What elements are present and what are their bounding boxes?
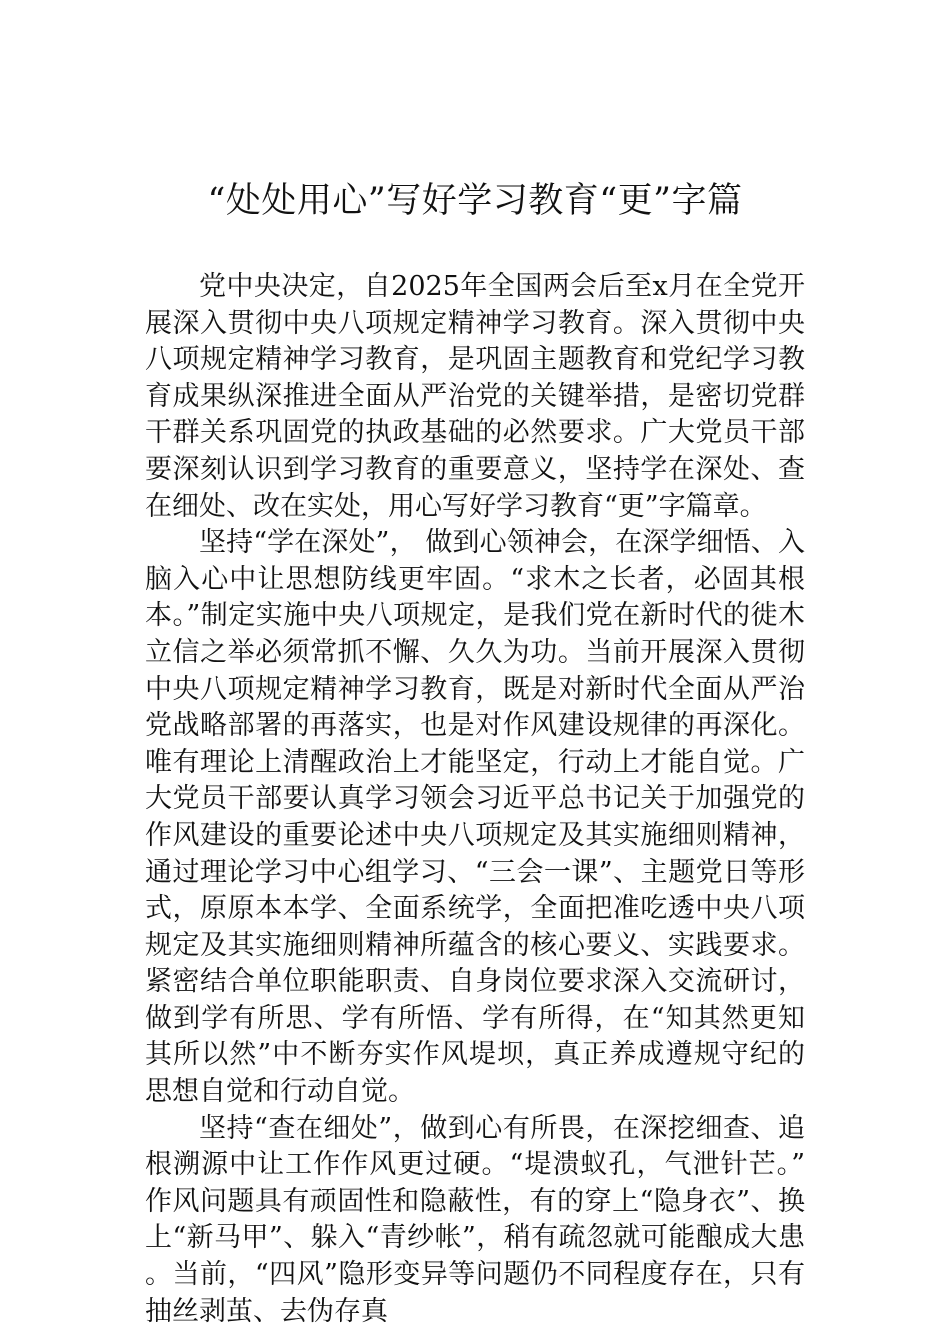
paragraph-3: 坚持“查在细处”，做到心有所畏，在深挖细查、追根溯源中让工作作风更过硬。“堤溃蚁孔，气泄针芒。”作风问题具有顽固性和隐蔽性，有的穿上“隐身衣”、换上“新马甲”、躲入“青纱帐”，稍有疏忽就可能酿成大患。当前，“四风”隐形变异等问题仍不同程度存在，只有抽丝剥茧、去伪存真 xyxy=(145,1112,805,1327)
paragraph-2: 坚持“学在深处”， 做到心领神会，在深学细悟、入脑入心中让思想防线更牢固。“求木之长者，必固其根本。”制定实施中央八项规定，是我们党在新时代的徙木立信之举必须常抓不懈、久久为功。当前开展深入贯彻中央八项规定精神学习教育，既是对新时代全面从严治党战略部署的再落实，也是对作风建设规律的再深化。唯有理论上清醒政治上才能坚定，行动上才能自觉。广大党员干部要认真学习领会习近平总书记关于加强党的作风建设的重要论述中央八项规定及其实施细则精神，通过理论学习中心组学习、“三会一课”、主题党日等形式，原原本本学、全面系统学，全面把准吃透中央八项规定及其实施细则精神所蕴含的核心要义、实践要求。紧密结合单位职能职责、自身岗位要求深入交流研讨，做到学有所思、学有所悟、学有所得，在“知其然更知其所以然”中不断夯实作风堤坝，真正养成遵规守纪的思想自觉和行动自觉。 xyxy=(145,527,805,1108)
document-title: “处处用心”写好学习教育“更”字篇 xyxy=(207,181,743,221)
document-body xyxy=(145,269,805,1330)
paragraph-1: 党中央决定，自2025年全国两会后至x月在全党开展深入贯彻中央八项规定精神学习教育。深入贯彻中央八项规定精神学习教育，是巩固主题教育和党纪学习教育成果纵深推进全面从严治党的关键举措，是密切党群干群关系巩固党的执政基础的必然要求。广大党员干部要深刻认识到学习教育的重要意义，坚持学在深处、查在细处、改在实处，用心写好学习教育“更”字篇章。 xyxy=(145,271,805,522)
